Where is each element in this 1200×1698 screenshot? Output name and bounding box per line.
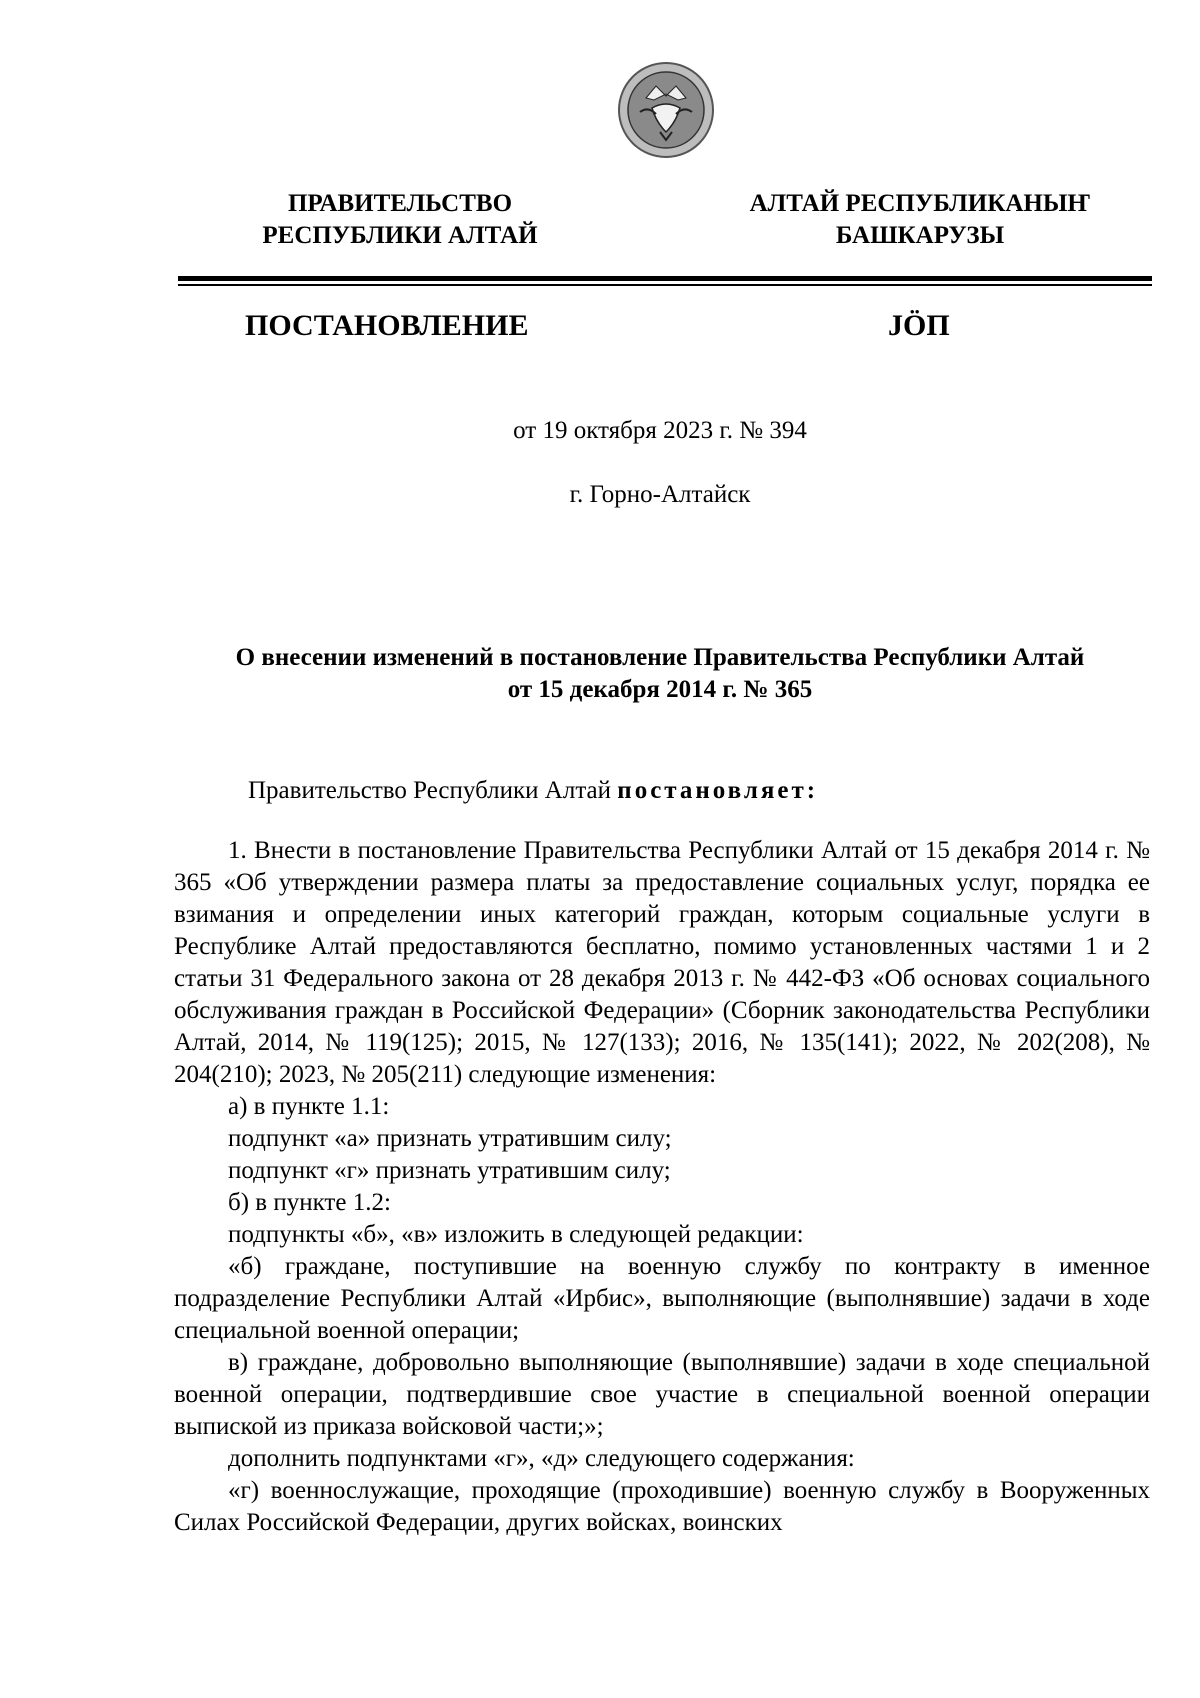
document-body bbox=[174, 835, 1150, 1539]
government-name-line-2: РЕСПУБЛИКИ АЛТАЙ bbox=[262, 222, 538, 249]
coat-of-arms-emblem-icon bbox=[616, 60, 716, 160]
resolution-verb: постановляет: bbox=[617, 777, 819, 804]
header-divider-thick bbox=[178, 276, 1152, 281]
resolution-intro-text: Правительство Республики Алтай bbox=[248, 777, 612, 804]
paragraph-text: «г) военнослужащие, проходящие (проходившие) военную службу в Вооруженных Силах Российской Федерации, других войсках, воинских bbox=[174, 1477, 1150, 1536]
resolution-intro bbox=[248, 775, 818, 807]
document-title-line-2: от 15 декабря 2014 г. № 365 bbox=[507, 676, 813, 703]
paragraph-subitem-a: а) в пункте 1.1: bbox=[228, 1093, 390, 1120]
paragraph-subitem-b: б) в пункте 1.2: bbox=[228, 1189, 391, 1216]
document-kind-altai: JӦП bbox=[888, 309, 950, 342]
document-date-number: от 19 октября 2023 г. № 394 bbox=[513, 417, 807, 444]
document-title-line-1: О внесении изменений в постановление Правительства Республики Алтай bbox=[235, 644, 1085, 671]
paragraph-item-1: 1. Внести в постановление Правительства Республики Алтай от 15 декабря 2014 г. № 365 «Об утверждении размера платы за предоставление социальных услуг, порядка ее взимания и определении иных категорий граждан, которым социальные услуги в Республике Алтай предоставляются бесплатно, помимо установленных частями 1 и 2 статьи 31 Федерального закона от 28 декабря 2013 г. № 442-ФЗ «Об основах социального обслуживания граждан в Российской Федерации» (Сборник законодательства Республики Алтай, 2014, № 119(125); 2015, № 127(133); 2016, № 135(141); 2022, № 202(208), № 204(210); 2023, № 205(211) следующие изменения: bbox=[174, 837, 1150, 1088]
paragraph-text: подпункт «а» признать утратившим силу; bbox=[228, 1125, 672, 1152]
paragraph-text: в) граждане, добровольно выполняющие (выполнявшие) задачи в ходе специальной военной операции, подтвердившие свое участие в специальной военной операции выпиской из приказа войсковой части;»; bbox=[174, 1349, 1150, 1440]
government-name-line-1: ПРАВИТЕЛЬСТВО bbox=[287, 190, 513, 217]
government-name-altai-line-2: БАШКАРУЗЫ bbox=[835, 222, 1005, 249]
paragraph-text: подпункты «б», «в» изложить в следующей редакции: bbox=[228, 1221, 804, 1248]
government-name-altai-line-1: АЛТАЙ РЕСПУБЛИКАНЫҤ bbox=[749, 190, 1091, 217]
paragraph-text: «б) граждане, поступившие на военную службу по контракту в именное подразделение Республики Алтай «Ирбис», выполняющие (выполнявшие) задачи в ходе специальной военной операции; bbox=[174, 1253, 1150, 1344]
document-title bbox=[170, 642, 1150, 706]
government-name-altai bbox=[720, 188, 1120, 252]
paragraph-text: дополнить подпунктами «г», «д» следующего содержания: bbox=[228, 1445, 855, 1472]
paragraph-text: подпункт «г» признать утратившим силу; bbox=[228, 1157, 671, 1184]
document-kind-russian: ПОСТАНОВЛЕНИЕ bbox=[245, 309, 529, 342]
government-name-russian bbox=[220, 188, 580, 252]
document-city: г. Горно-Алтайск bbox=[569, 481, 751, 508]
header-divider-thin bbox=[178, 284, 1152, 286]
